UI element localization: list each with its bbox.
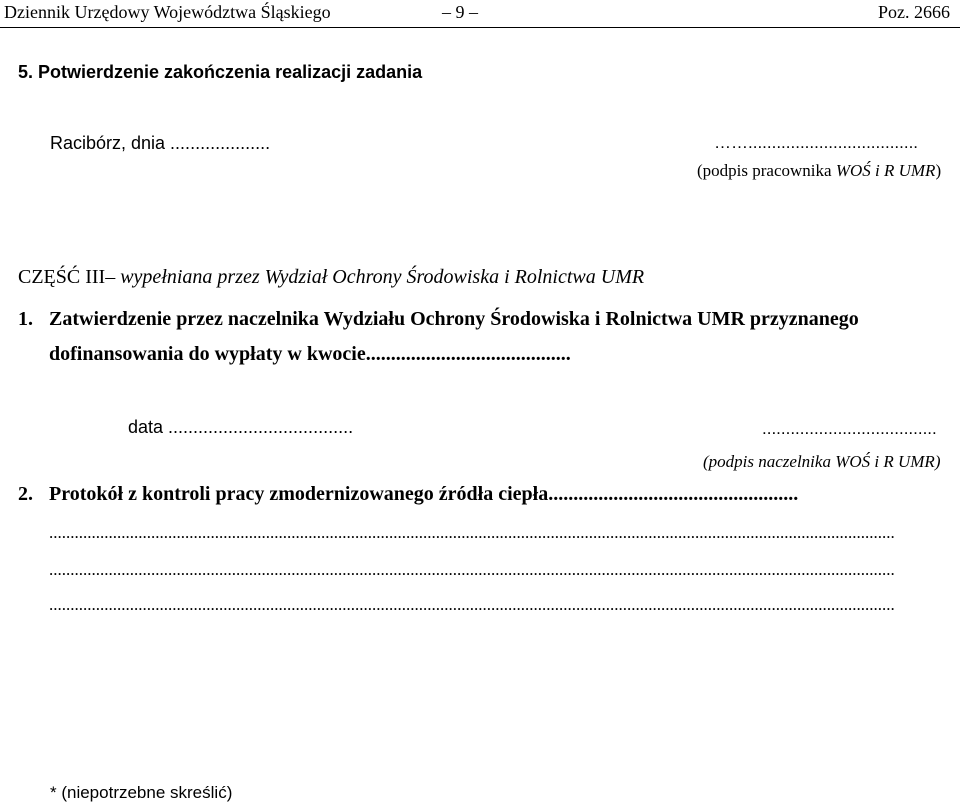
item-2-dotted-line-3: .......................................................................................................................................................................................................: [49, 595, 895, 614]
signature-caption-suffix: ): [935, 161, 942, 180]
item-2-text: Protokół z kontroli pracy zmodernizowanego źródła ciepła..................................................: [49, 483, 799, 505]
signature-line: ……....................................: [714, 133, 919, 152]
signature-caption-unit: WOŚ i R UMR: [835, 161, 936, 180]
signature-caption: [697, 161, 941, 181]
signature-caption-prefix: (podpis pracownika: [697, 161, 836, 180]
part-3-heading: [18, 266, 644, 289]
item-2-number: 2.: [18, 483, 33, 505]
section-5-heading: 5. Potwierdzenie zakończenia realizacji zadania: [18, 62, 423, 82]
item-1-signature-line: .....................................: [762, 419, 937, 438]
footnote: * (niepotrzebne skreślić): [50, 783, 233, 802]
part-3-dash: –: [105, 266, 116, 288]
part-3-label: CZĘŚĆ III: [18, 266, 106, 288]
item-2-dotted-line-1: .......................................................................................................................................................................................................: [49, 523, 895, 542]
item-1-date-line: data .....................................: [128, 417, 354, 437]
item-2-dotted-line-2: .......................................................................................................................................................................................................: [49, 560, 895, 579]
item-1-line-2: dofinansowania do wypłaty w kwocie.........................................: [49, 343, 571, 365]
journal-title: Dziennik Urzędowy Województwa Śląskiego: [4, 2, 331, 22]
place-date-line: Racibórz, dnia ....................: [50, 133, 271, 153]
part-3-title: wypełniana przez Wydział Ochrony Środowiska i Rolnictwa UMR: [115, 266, 645, 288]
position-number: Poz. 2666: [878, 2, 950, 22]
item-1-number: 1.: [18, 308, 33, 330]
item-1-signature-caption: (podpis naczelnika WOŚ i R UMR): [703, 452, 941, 471]
page-number: – 9 –: [442, 2, 478, 22]
header-rule: [0, 27, 960, 28]
item-1-line-1: Zatwierdzenie przez naczelnika Wydziału Ochrony Środowiska i Rolnictwa UMR przyznanego: [49, 308, 859, 330]
